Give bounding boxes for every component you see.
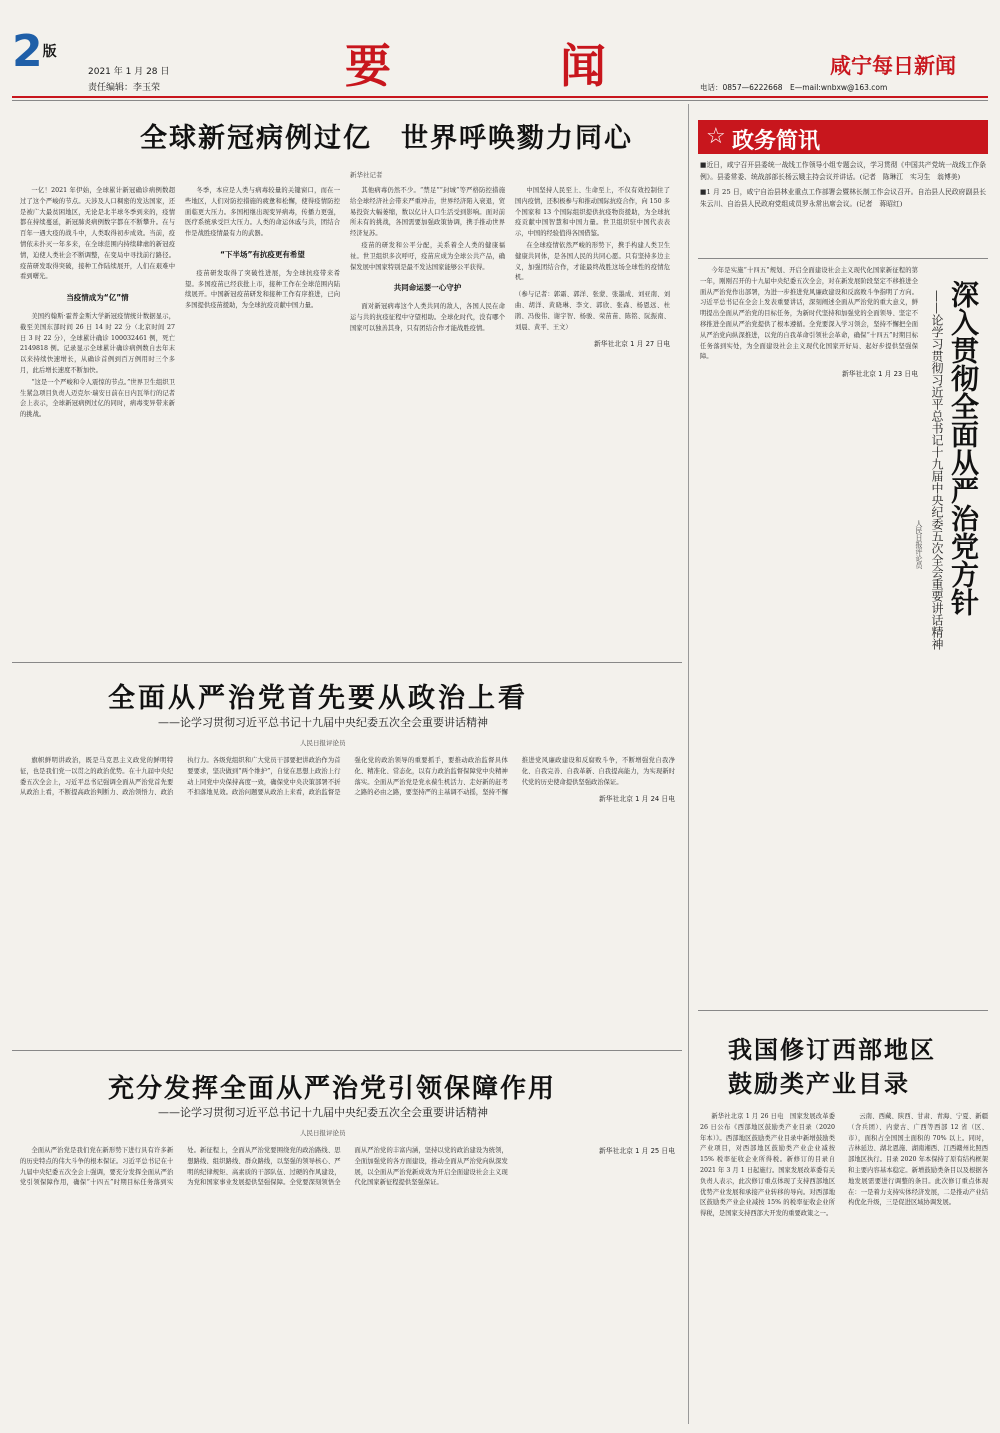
zhengwu-title: 政务简讯 [732, 129, 821, 154]
western-article-col-1 [700, 1112, 835, 1427]
main-subhead-2: “下半场”有抗疫更有希望 [220, 249, 305, 259]
editor-credit: 责任编辑：李玉荣 [88, 83, 161, 93]
zhengwu-item-1: ■近日，咸宁召开县委统一战线工作领导小组专题会议，学习贯彻《中国共产党统一战线工作条例》。县委常委、统战部部长杨云娥主持会议并讲话。(记者 陈琳江 实习生 翁博美) [700, 161, 986, 181]
right-commentary-body [700, 266, 918, 1006]
paper-name: 咸宁每日新闻 [830, 53, 956, 78]
main-subhead-1: 当疫情成为“亿”情 [66, 293, 129, 303]
page-number-digit: 2 [12, 26, 43, 77]
article2-subtitle: ——论学习贯彻习近平总书记十九届中央纪委五次全会重要讲话精神 [158, 716, 488, 729]
main-col3-para: 其他病毒仍然不少。“禁足”“封城”等严格防控措施给全球经济社会带来严重冲击，世界经济陷入衰退，贸易投资大幅萎缩，数以亿计人口生活受到影响。面对前所未有的挑战，各国需要加强政策协调，携手推动世界经济复苏。 [350, 187, 505, 238]
right-commentary-source: 人民日报评论员 [915, 520, 923, 569]
section-title-left: 要 [345, 39, 391, 93]
masthead-rule-thin [12, 100, 988, 101]
issue-date: 2021 年 1 月 28 日 [88, 67, 170, 77]
main-col4-para: 中国坚持人民至上、生命至上，不仅有效控制住了国内疫情，还积极参与和推动国际抗疫合作，向 150 多个国家和 13 个国际组织提供抗疫物资援助，为全球抗疫贡献中国智慧和中国力量。世卫组织驻中国代表表示，中国的经验值得各国借鉴。 [515, 187, 670, 238]
main-col3b-para: 疫苗的研发和公平分配，关系着全人类的健康福祉。世卫组织多次呼吁，疫苗应成为全球公共产品，确保发展中国家特别是最不发达国家能够公平获得。 [350, 241, 505, 271]
zhengwu-items [700, 160, 986, 250]
main-endline: 新华社北京 1 月 27 日电 [594, 340, 670, 349]
page-number [12, 26, 57, 77]
main-col4b-para: 在全球疫情依然严峻的形势下，携手构建人类卫生健康共同体，是各国人民的共同心愿。只有坚持多边主义，加强团结合作，才能最终战胜这场全球性的疫情危机。 [515, 241, 670, 282]
article3-top-rule [12, 1050, 682, 1051]
western-article-para-2: 云南、西藏、陕西、甘肃、青海、宁夏、新疆（含兵团）、内蒙古、广西等西部 12 省（区、市），面积占全国国土面积的 70% 以上。同时，吉林延边、湖北恩施、湖南湘西、江西赣州比照西部地区执行。目录 2020 年本保持了原有结构框架和主要内容基本稳定。新增鼓励类条目以及根据各地发展需要进行调整的条目。此次修订重点体现在：一是着力支持实体经济发展，二是推动产业结构优化升级，三是促进区域协调发展。 [848, 1113, 988, 1207]
section-title-right: 闻 [560, 39, 606, 93]
main-col2b-para: 疫苗研发取得了突破性进展，为全球抗疫带来希望。多国疫苗已经获批上市，接种工作在全球范围内陆续展开。中国新冠疫苗研发和接种工作有序推进，已向多国提供疫苗援助，为全球抗疫贡献中国力量。 [185, 269, 340, 310]
right-commentary-title: 深入贯彻全面从严治党方针 [947, 280, 980, 616]
western-headline-line1: 我国修订西部地区 [728, 1036, 936, 1064]
main-article-col-2 [185, 186, 340, 656]
right-commentary-endline: 新华社北京 1 月 23 日电 [842, 370, 918, 379]
main-col1c-para: “这是一个严峻和令人震惊的节点。”世界卫生组织卫生紧急项目负责人迈克尔·瑞安日前在日内瓦举行的记者会上表示，全球新冠病例过亿的同时，病毒变异带来新的挑战。 [20, 378, 175, 419]
article3-para: 全面从严治党是我们党在新形势下进行具有许多新的历史特点的伟大斗争的根本保证。习近平总书记在十九届中央纪委五次全会上强调，要充分发挥全面从严治党引领保障作用，确保“十四五”时期目标任务落到实处。新征程上，全面从严治党要围绕党的政治路线、思想路线、组织路线、群众路线，以坚强的领导核心、严明的纪律规矩、高素质的干部队伍、过硬的作风建设，为党和国家事业发展提供坚强保障。全党要深刻领悟全面从严治党的丰富内涵，坚持以党的政治建设为统领，全面加强党的各方面建设，推动全面从严治党向纵深发展，以全面从严治党新成效为开启全面建设社会主义现代化国家新征程提供坚强保证。 [20, 1147, 508, 1187]
main-byline: 新华社记者 [350, 171, 383, 179]
right-commentary-subtitle: ——论学习贯彻习近平总书记十九届中央纪委五次全会重要讲话精神 [930, 290, 944, 650]
page-number-suffix: 版 [42, 44, 57, 60]
article3-headline: 充分发挥全面从严治党引领保障作用 [108, 1074, 557, 1104]
main-headline: 全球新冠病例过亿 世界呼唤勠力同心 [140, 123, 633, 154]
article2-source: 人民日报评论员 [300, 739, 346, 747]
star-icon: ☆ [706, 124, 726, 149]
article2-endline: 新华社北京 1 月 24 日电 [599, 795, 675, 804]
column-divider [688, 104, 689, 1424]
main-col2-para: 冬季，本应是人类与病毒较量的关键窗口，而在一些地区，人们对防控措施的疲惫和松懈，使得疫情防控面临更大压力。多国相继出现变异病毒，传播力更强，医疗系统承受巨大压力。人类的命运休戚与共，团结合作是战胜疫情最有力的武器。 [185, 187, 340, 238]
right-commentary-para: 今年是实施“十四五”规划、开启全面建设社会主义现代化国家新征程的第一年，刚刚召开的十九届中央纪委五次全会，对在新发展阶段坚定不移推进全面从严治党作出部署，为进一步推进党风廉政建设和反腐败斗争指明了方向。习近平总书记在全会上发表重要讲话，深刻阐述全面从严治党的重大意义，鲜明提出全面从严治党的目标任务，为新时代坚持和加强党的全面领导、坚定不移推进全面从严治党提供了根本遵循。全党要深入学习领会，坚持不懈把全面从严治党向纵深推进，以党的自我革命引领社会革命，确保“十四五”时期目标任务落到实处，为全面建设社会主义现代化国家开好局、起好步提供坚强保障。 [700, 267, 918, 361]
zhengwu-item-2: ■1 月 25 日，咸宁自治县林业重点工作部署会暨林长制工作会议召开。自治县人民政府副县长朱云川、自治县人民政府党组成员罗永常出席会议。(记者 蒋昭红) [700, 188, 986, 208]
article3-subtitle: ——论学习贯彻习近平总书记十九届中央纪委五次全会重要讲话精神 [158, 1106, 488, 1119]
article2-headline: 全面从严治党首先要从政治上看 [108, 683, 528, 714]
main-subhead-3: 共同命运要一心守护 [393, 283, 462, 293]
masthead-rule [12, 96, 988, 98]
article3-endline: 新华社北京 1 月 25 日电 [599, 1147, 675, 1155]
main-article-col-3 [350, 186, 505, 656]
contact-info: 电话：0857—6222668 E—mail:wnbxw@163.com [700, 83, 888, 92]
main-col1-para: 一亿！2021 年伊始，全球累计新冠确诊病例数超过了这个严峻的节点。天涉及人口稠密的发达国家，还是被广大最贫困地区，无论是北半球冬季到来的，疫情都在持续蔓延，新冠肺炎病例数字都在不断攀升。在与百年一遇大疫的战斗中，人类取得初步成效。当前，疫情依未扑灭一年多来，在全球范围内持续肆虐的新冠疫情，迫使人类社会不断调整，在变局中寻找前行路径。疫苗研发取得突破，接种工作陆续展开，人们在艰难中看到曙光。 [20, 187, 175, 281]
main-participants: （参与记者：郭霜、郭洋、张蒙、张墨成、刘亚南、刘曲、胡洋、黄晓琳、李文、郭欣、张森、杨恩远、杜鹃、冯俊伟、谢宇智、杨骏、荣苗苗、陈铭、阮振南、刘晨、黄平、王文） [515, 291, 670, 331]
western-article-col-2 [848, 1112, 988, 1427]
main-col3c-para: 面对新冠病毒这个人类共同的敌人，各国人民在命运与共的抗疫征程中守望相助。全球化时代，没有哪个国家可以独善其身，只有团结合作才能战胜疫情。 [350, 303, 505, 332]
zhengwu-rule [698, 258, 988, 259]
western-article-para-1: 新华社北京 1 月 26 日电 国家发展改革委 26 日公布《西部地区鼓励类产业目录（2020 年本）》。西部地区鼓励类产业目录中新增鼓励类产业项目，对西部地区鼓励类产业企业减按 15% 税率征收企业所得税。新修订的目录自 2021 年 3 月 1 日起施行。国家发展改革委有关负责人表示，此次修订重点体现了支持西部地区优势产业发展和承接产业转移的导向。对西部地区鼓励类产业企业减按 15% 的税率征收企业所得税，是国家支持西部大开发的重要政策之一。 [700, 1113, 835, 1218]
western-headline-line2: 鼓励类产业目录 [728, 1070, 910, 1098]
article3-body [20, 1146, 675, 1426]
zhengwu-banner [698, 120, 988, 154]
main-article-col-4 [515, 186, 670, 656]
main-article-col-1 [20, 186, 175, 656]
article2-body [20, 756, 675, 1044]
article2-top-rule [12, 662, 682, 663]
article3-source: 人民日报评论员 [300, 1129, 346, 1137]
main-col1b-para: 美国约翰斯·霍普金斯大学新冠疫情统计数据显示，截至美国东部时间 26 日 14 时 22 分（北京时间 27 日 3 时 22 分），全球累计确诊 100032461 例，死亡 2149818 例。记录显示全球累计确诊病例数自去年末以来持续快速增长，从确诊首例到百万例用时三个多月，此后增长速度不断加快。 [20, 312, 175, 374]
article2-para: 旗帜鲜明讲政治，既是马克思主义政党的鲜明特征，也是我们党一以贯之的政治优势。在十九届中央纪委五次全会上，习近平总书记强调全面从严治党首先要从政治上看，不断提高政治判断力、政治领悟力、政治执行力。各级党组织和广大党员干部要把讲政治作为首要要求，坚决做到“两个维护”，自觉在思想上政治上行动上同党中央保持高度一致，确保党中央决策部署不折不扣落地见效。政治问题要从政治上来看，政治监督是强化党的政治领导的重要抓手，要推动政治监督具体化、精准化、常态化，以有力政治监督保障党中央精神落实。全面从严治党是党永葆生机活力、走好新的赶考之路的必由之路，要坚持严的主基调不动摇，坚持不懈推进党风廉政建设和反腐败斗争，不断增强党自我净化、自我完善、自我革新、自我提高能力，为实现新时代党的历史使命提供坚强政治保证。 [20, 757, 675, 797]
right-commentary-rule [698, 1010, 988, 1011]
